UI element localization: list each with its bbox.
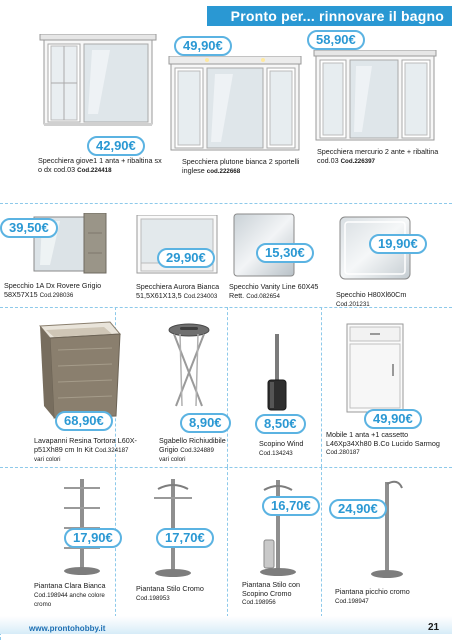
column-divider [227, 467, 228, 617]
product-code: Cod.226397 [340, 157, 375, 165]
price-tag: 39,50€ [0, 218, 58, 238]
page-footer [0, 616, 452, 640]
price-tag: 24,90€ [329, 499, 387, 519]
product-description [326, 431, 446, 458]
price-tag: 8,50€ [255, 414, 306, 434]
product-name: Specchiera Aurora Bianca 51,5X61X13,5 [136, 282, 220, 300]
price-tag: 16,70€ [262, 496, 320, 516]
row-divider [0, 467, 452, 468]
product-description [242, 581, 326, 608]
product-name: Piantana Stilo Cromo [136, 584, 204, 593]
product-code: Cod.198956 [242, 599, 276, 607]
product-name: Specchiera giove1 1 anta + ribaltina sx o dx cod.03 [38, 156, 162, 174]
product-name: Lavapanni Resina Tortora L60X-p51Xh89 cm In Kit [34, 436, 137, 454]
product-code: Cod.198953 [136, 594, 170, 602]
product-image-piantana-scopino [252, 476, 304, 576]
price-tag: 15,30€ [256, 243, 314, 263]
product-description [136, 283, 228, 301]
product-name: Specchio Vanity Line 60X45 Rett. [229, 282, 319, 300]
product-code: Cod.134243 [259, 449, 293, 457]
product-name: Piantana Stilo con Scopino Cromo [242, 580, 300, 598]
product-code: Cod.234003 [183, 292, 218, 300]
product-name: Specchiera plutone bianca 2 sportelli inglese [182, 157, 300, 175]
product-image-piantana-clara [50, 477, 114, 577]
product-image-plutone [167, 56, 303, 151]
product-description [34, 437, 150, 465]
product-code: cod.222668 [206, 167, 241, 175]
price-tag: 8,90€ [180, 413, 231, 433]
product-code: Cod.198947 [335, 597, 369, 605]
product-image-mercurio [312, 50, 438, 142]
product-image-lavapanni [38, 320, 122, 420]
price-tag: 58,90€ [307, 30, 365, 50]
product-description [182, 158, 312, 176]
price-tag: 49,90€ [174, 36, 232, 56]
product-image-scopino [266, 334, 288, 412]
product-image-piantana-stilo [142, 475, 204, 579]
product-description [336, 291, 446, 309]
row-divider [0, 203, 452, 204]
product-code: Cod.082654 [246, 292, 280, 300]
product-name: Sgabello Richiudibile Grigio [159, 436, 226, 454]
product-description [335, 588, 435, 606]
product-note: vari colori [159, 456, 186, 464]
page-header [0, 0, 452, 26]
product-image-giove [36, 34, 160, 126]
price-tag: 68,90€ [55, 411, 113, 431]
product-code: Cod.324889 [180, 446, 214, 454]
product-name: Piantana picchio cromo [335, 587, 410, 596]
price-tag: 17,90€ [64, 528, 122, 548]
product-image-piantana-picchio [362, 476, 412, 580]
product-description [317, 148, 447, 166]
product-note: vari colori [34, 456, 61, 464]
product-name: Mobile 1 anta +1 cassetto L46Xp34Xh80 B.Co Lucido Sarmog [326, 430, 440, 448]
product-description [136, 585, 220, 603]
product-name: Scopino Wind [259, 439, 304, 448]
product-description [38, 157, 166, 175]
product-code: Cod.198944 anche colore cromo [34, 591, 105, 609]
product-description [229, 283, 321, 301]
product-code: Cod.224418 [77, 166, 112, 174]
product-name: Piantana Clara Bianca [34, 581, 106, 590]
price-tag: 19,90€ [369, 234, 427, 254]
product-name: Specchio H80Xl60Cm [336, 290, 407, 299]
price-tag: 42,90€ [87, 136, 145, 156]
product-description [4, 282, 130, 300]
product-description [259, 440, 323, 458]
product-image-sgabello [166, 322, 212, 408]
product-code: Cod.298036 [39, 291, 74, 299]
product-code: Cod.201231 [336, 300, 370, 308]
price-tag: 49,90€ [364, 409, 422, 429]
product-image-mobile [345, 322, 407, 414]
price-tag: 29,90€ [157, 248, 215, 268]
page-number: 21 [428, 622, 440, 633]
website-link[interactable]: www.prontohobby.it [29, 624, 106, 633]
price-tag: 17,70€ [156, 528, 214, 548]
product-code: Cod.280187 [326, 449, 360, 457]
product-code: Cod.324187 [94, 446, 129, 454]
product-description [159, 437, 239, 465]
product-name: Specchio 1A Dx Rovere Grigio 58X57X15 [4, 281, 102, 299]
product-name: Specchiera mercurio 2 ante + ribaltina cod.03 [317, 147, 439, 165]
product-description [34, 582, 114, 610]
page-title: Pronto per... rinnovare il bagno [230, 8, 444, 24]
